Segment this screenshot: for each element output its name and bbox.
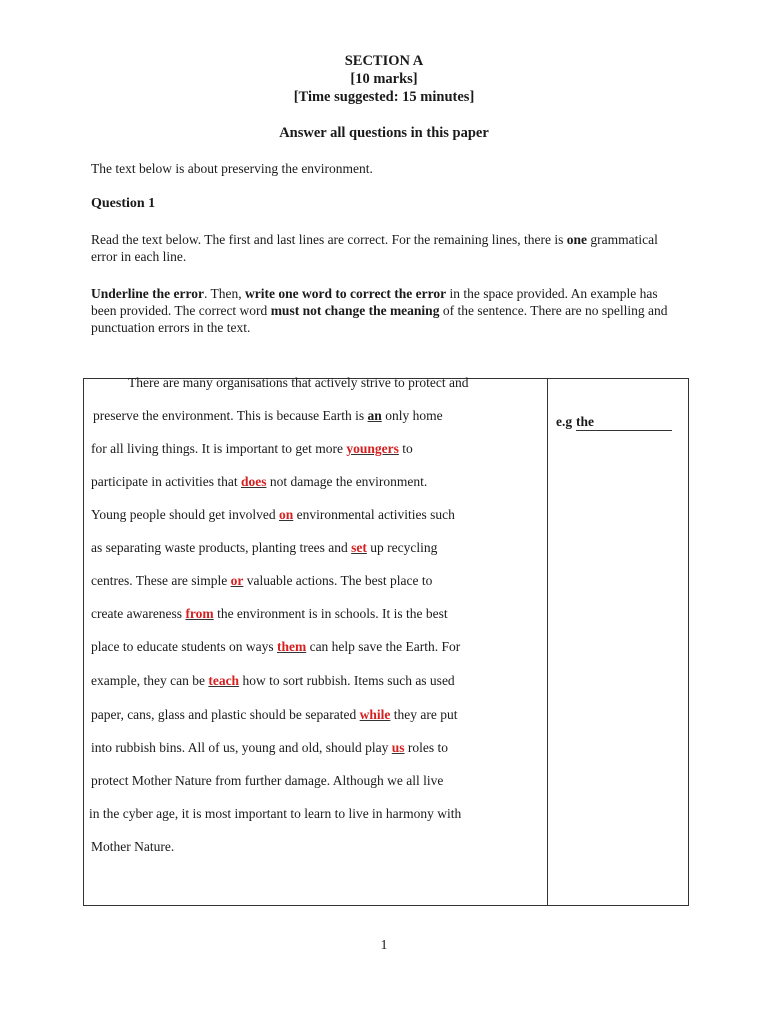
intro-text: The text below is about preserving the environment.: [91, 161, 373, 176]
passage-line: [91, 838, 174, 856]
line-post: only home: [381, 408, 443, 423]
p1-text-a: Read the text below. The first and last lines are correct. For the remaining lines, there is: [91, 232, 567, 247]
line-pre: paper, cans, glass and plastic should be separated: [91, 707, 360, 722]
passage-line: [91, 605, 448, 623]
passage-line: [128, 374, 469, 392]
line-pre: into rubbish bins. All of us, young and old, should play: [91, 740, 392, 755]
line-post: environmental activities such: [293, 507, 455, 522]
p2-text-f: of the sentence. There are no spelling and punctuation errors in the text.: [91, 303, 668, 335]
line-pre: for all living things. It is important to get more: [91, 441, 347, 456]
passage-line: [91, 440, 413, 458]
passage-line: [91, 672, 455, 690]
error-word[interactable]: does: [240, 474, 267, 489]
page-number: 1: [380, 938, 388, 953]
passage-line: [91, 506, 455, 524]
line-post: not damage the environment.: [266, 474, 428, 489]
passage-line: [91, 638, 460, 656]
line-pre: Mother Nature.: [91, 839, 175, 854]
p1-text-c: grammatical error in each line.: [91, 232, 658, 264]
passage-line: [91, 706, 458, 724]
marks-label: [10 marks]: [350, 71, 418, 87]
error-word[interactable]: us: [391, 740, 405, 755]
line-pre: centres. These are simple: [91, 573, 231, 588]
line-pre: example, they can be: [91, 673, 209, 688]
line-post: valuable actions. The best place to: [243, 573, 433, 588]
error-word[interactable]: on: [279, 507, 294, 522]
instruction-paragraph-1: [91, 231, 671, 265]
error-word[interactable]: youngers: [346, 441, 399, 456]
line-pre: place to educate students on ways: [91, 639, 277, 654]
line-pre: as separating waste products, planting trees and: [91, 540, 352, 555]
passage-line: [91, 473, 427, 491]
error-word[interactable]: from: [185, 606, 214, 621]
passage-line: [91, 772, 443, 790]
error-word[interactable]: while: [359, 707, 391, 722]
line-post: how to sort rubbish. Items such as used: [239, 673, 455, 688]
example-label: e.g: [556, 414, 573, 429]
p2-text-d: in the space provided. An example has been provided. The correct word: [91, 286, 658, 318]
time-label: [Time suggested: 15 minutes]: [293, 89, 475, 105]
passage-line: [91, 572, 432, 590]
line-pre: protect Mother Nature from further damage. Although we all live: [91, 773, 444, 788]
p2-text-b: . Then,: [203, 286, 245, 301]
passage-line: [91, 739, 448, 757]
example-answer[interactable]: the: [576, 414, 672, 431]
line-post: up recycling: [366, 540, 438, 555]
line-pre: Young people should get involved: [91, 507, 279, 522]
line-pre: preserve the environment. This is because Earth is: [93, 408, 368, 423]
passage-line: [93, 407, 443, 425]
instruction-heading: Answer all questions in this paper: [279, 125, 489, 141]
error-word[interactable]: teach: [208, 673, 240, 688]
line-post: the environment is in schools. It is the best: [213, 606, 448, 621]
passage-line: [91, 539, 437, 557]
line-post: they are put: [390, 707, 458, 722]
error-word[interactable]: or: [230, 573, 244, 588]
line-pre: participate in activities that: [91, 474, 241, 489]
question-title: Question 1: [91, 196, 156, 211]
line-post: can help save the Earth. For: [306, 639, 461, 654]
instruction-paragraph-2: [91, 285, 671, 336]
p2-bold-meaning: must not change the meaning: [270, 303, 440, 318]
error-word[interactable]: them: [276, 639, 307, 654]
line-pre: in the cyber age, it is most important to learn to live in harmony with: [89, 806, 462, 821]
line-post: roles to: [404, 740, 449, 755]
passage-line: [89, 805, 461, 823]
p2-bold-write: write one word to correct the error: [244, 286, 447, 301]
p1-bold-one: one: [566, 232, 587, 247]
line-pre: There are many organisations that actively strive to protect and: [128, 375, 469, 390]
p2-bold-underline: Underline the error: [91, 286, 204, 301]
answer-column-divider: [547, 378, 548, 906]
error-word[interactable]: an: [367, 408, 382, 423]
error-word[interactable]: set: [351, 540, 367, 555]
line-pre: create awareness: [91, 606, 186, 621]
section-title: SECTION A: [344, 53, 424, 69]
line-post: to: [398, 441, 413, 456]
